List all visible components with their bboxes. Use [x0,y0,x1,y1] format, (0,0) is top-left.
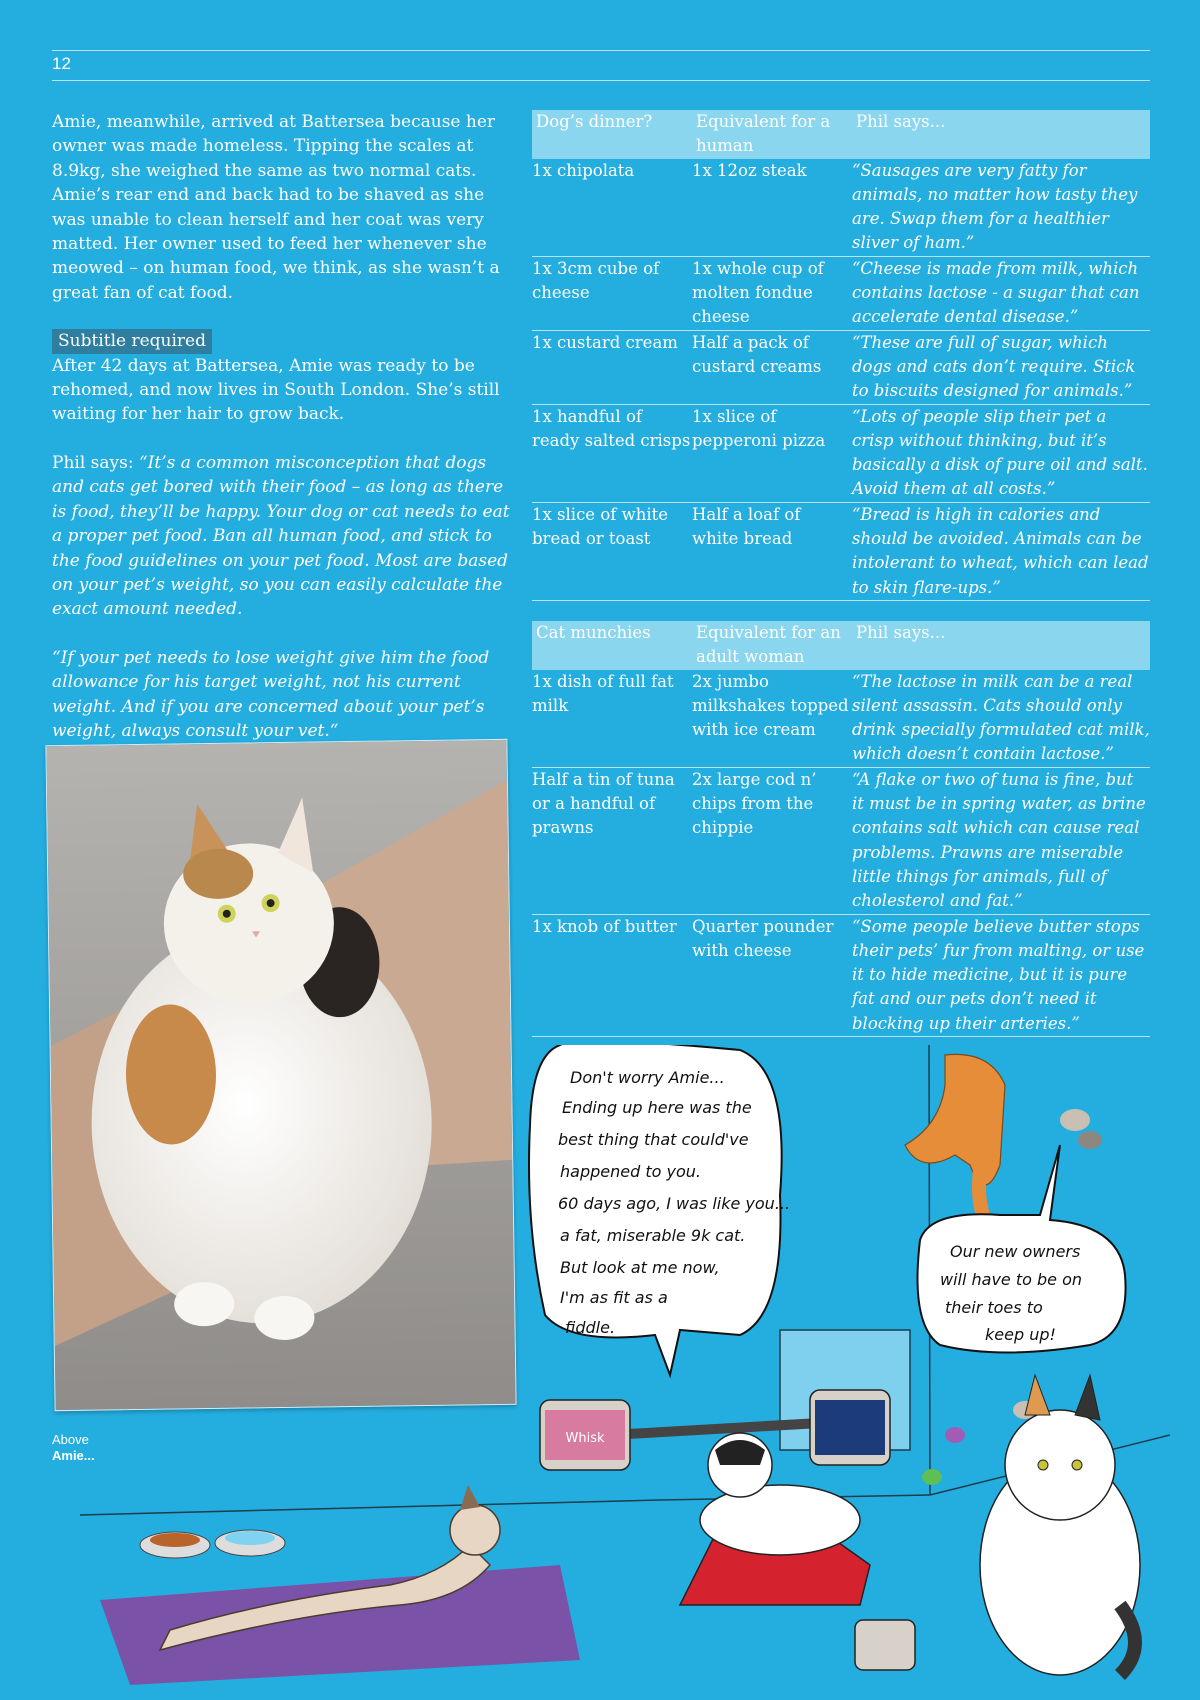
table-row [532,159,1150,257]
cat-food-table [532,621,1150,1037]
phil-quote-paragraph [52,451,512,622]
table-header-row [532,110,1150,159]
table-row [532,256,1150,330]
article-paragraph: Amie, meanwhile, arrived at Battersea because her owner was made homeless. Tipping the scales at 8.9kg, she weighed the same as two normal cats. Amie’s rear end and back had to be shaved as she was unable to clean herself and her coat was very matted. Her owner used to feed her whenever she meowed – on human food, we think, as she wasn’t a great fan of cat food. [52,112,500,303]
food-item: 1x handful of ready salted crisps [532,404,692,502]
phil-comment: “These are full of sugar, which dogs and cats don’t require. Stick to biscuits designed for animals.” [852,330,1150,404]
human-equivalent: Quarter pounder with cheese [692,914,852,1036]
table-row [532,502,1150,600]
food-item: 1x knob of butter [532,914,692,1036]
quote-text: “It’s a common misconception that dogs and cats get bored with their food – as long as there is food, they’ll be happy. Your dog or cat needs to eat a proper pet food. Ban all human food, and stick to the food guidelines on your pet food. Most are based on your pet’s weight, so you can easily calculate the exact amount needed. [52,452,510,620]
svg-text:happened to you.: happened to you. [560,1162,701,1181]
phil-comment: “Bread is high in calories and should be avoided. Animals can be intolerant to wheat, which can lead to skin flare-ups.” [852,502,1150,600]
svg-text:a fat, miserable 9k cat.: a fat, miserable 9k cat. [560,1226,746,1245]
svg-text:will have to be on: will have to be on [940,1270,1083,1289]
subtitle-label: Subtitle required [52,329,212,353]
caption-text: Amie... [52,1448,95,1463]
phil-comment: “The lactose in milk can be a real silent assassin. Cats should only drink specially formulated cat milk, which doesn’t contain lactose.” [852,670,1150,768]
header-rule [52,80,1150,81]
food-item: Half a tin of tuna or a handful of prawns [532,767,692,914]
table-header-row [532,621,1150,670]
cartoon-illustration [40,1045,1170,1685]
phil-comment: “Sausages are very fatty for animals, no matter how tasty they are. Swap them for a healthier sliver of ham.” [852,159,1150,257]
column-header: Equivalent for a human [692,110,852,159]
human-equivalent: 1x 12oz steak [692,159,852,257]
human-equivalent: 1x slice of pepperoni pizza [692,404,852,502]
svg-text:Ending up here was the: Ending up here was the [562,1098,752,1117]
svg-text:Our new owners: Our new owners [950,1242,1081,1261]
human-equivalent: Half a pack of custard creams [692,330,852,404]
human-equivalent: 1x whole cup of molten fondue cheese [692,256,852,330]
table-row [532,404,1150,502]
food-item: 1x dish of full fat milk [532,670,692,768]
svg-text:best thing that could've: best thing that could've [558,1130,749,1149]
page-number: 12 [52,54,71,73]
column-header: Dog’s dinner? [532,110,692,159]
can-label: Whisk [565,1431,605,1446]
human-equivalent: 2x large cod n’ chips from the chippie [692,767,852,914]
gym-cats-cartoon [40,1045,1170,1685]
quote-lead: Phil says: [52,452,139,473]
column-header: Cat munchies [532,621,692,670]
column-header: Equivalent for an adult woman [692,621,852,670]
human-equivalent: 2x jumbo milkshakes topped with ice cream [692,670,852,768]
svg-text:60 days ago, I was like you...: 60 days ago, I was like you... [558,1194,791,1213]
svg-text:Don't worry Amie...: Don't worry Amie... [570,1068,725,1087]
phil-quote-paragraph: “If your pet needs to lose weight give him the food allowance for his target weight, not his current weight. And if you are concerned about your pet’s weight, always consult your vet.“ [52,647,490,741]
svg-text:their toes to: their toes to [945,1298,1043,1317]
svg-text:But look at me now,: But look at me now, [560,1258,720,1277]
dog-food-table [532,110,1150,601]
food-item: 1x custard cream [532,330,692,404]
table-row [532,670,1150,768]
phil-comment: “A flake or two of tuna is fine, but it must be in spring water, as brine contains salt which can cause real problems. Prawns are miserable little things for animals, full of cholesterol and fat.” [852,767,1150,914]
article-paragraph: After 42 days at Battersea, Amie was ready to be rehomed, and now lives in South London. She’s still waiting for her hair to grow back. [52,355,500,425]
article-body [52,110,512,767]
caption-label: Above [52,1432,89,1447]
svg-text:keep up!: keep up! [985,1325,1056,1344]
phil-comment: “Cheese is made from milk, which contains lactose - a sugar that can accelerate dental disease.” [852,256,1150,330]
column-header: Phil says... [852,621,1150,670]
phil-comment: “Lots of people slip their pet a crisp without thinking, but it’s basically a disk of pure oil and salt. Avoid them at all costs.” [852,404,1150,502]
food-item: 1x slice of white bread or toast [532,502,692,600]
human-equivalent: Half a loaf of white bread [692,502,852,600]
column-header: Phil says... [852,110,1150,159]
table-row [532,767,1150,914]
food-item: 1x 3cm cube of cheese [532,256,692,330]
top-rule [52,50,1150,51]
table-row [532,330,1150,404]
food-item: 1x chipolata [532,159,692,257]
table-row [532,914,1150,1036]
svg-text:fiddle.: fiddle. [565,1318,616,1337]
svg-text:I'm as fit as a: I'm as fit as a [560,1288,668,1307]
phil-comment: “Some people believe butter stops their pets’ fur from malting, or use it to hide medicine, but it is pure fat and our pets don’t need it blocking up their arteries.” [852,914,1150,1036]
